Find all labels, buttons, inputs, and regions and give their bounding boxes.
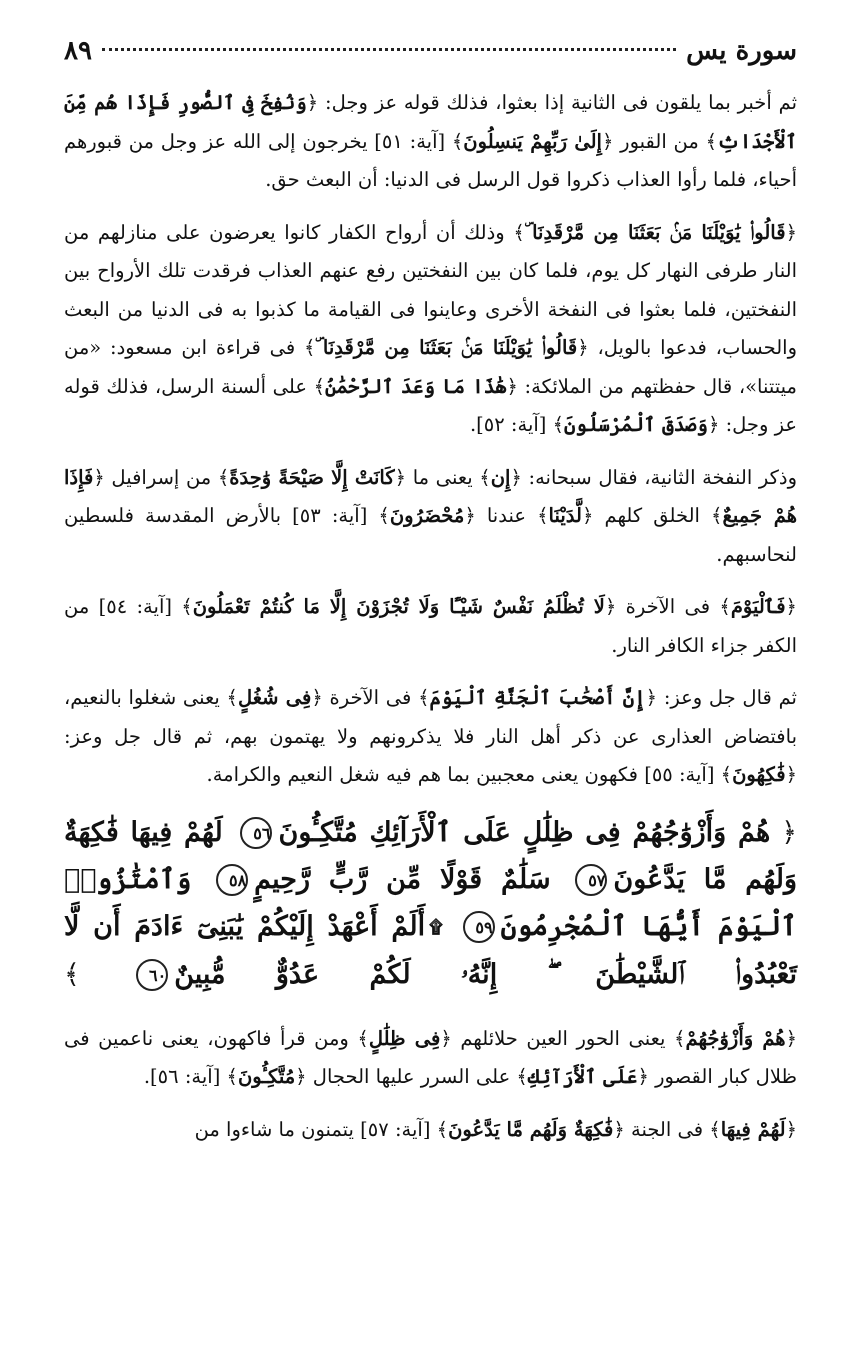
quran-verse: لَهُمْ فِيهَا فَٰكِهَةٌ وَلَهُم مَّا يَدَّعُونَ	[64, 816, 797, 895]
quran-verse: سَلَٰمٌ قَوْلًا مِّن رَّبٍّ رَّحِيمٍ	[254, 863, 551, 895]
quran-quote	[721, 763, 797, 786]
quran-quote-text: فَٰكِهَةٌ وَلَهُم مَّا يَدَّعُونَ	[448, 1117, 614, 1141]
commentary-text: [آية: ٥٢].	[469, 413, 553, 436]
quran-quote	[181, 595, 616, 618]
quran-verse: أَلَمْ أَعْهَدْ إِلَيْكُمْ يَٰبَنِىٓ ءَادَمَ أَن لَّا تَعْبُدُوا۟ ٱلشَّيْطَٰنَ ۖ إِنَّهُۥ لَكُمْ عَدُوٌّ مُّبِينٌ	[64, 910, 798, 990]
quran-quote	[314, 375, 518, 398]
quran-quote-text: فِى ظِلَٰلٍ	[368, 1026, 441, 1050]
commentary-text: يعنى الحور العين حلائلهم	[451, 1026, 675, 1050]
quran-quote-text: هَٰذَا مَا وَعَدَ ٱلرَّحْمَٰنُ	[325, 374, 507, 398]
ornate-bracket-open: ﴿	[785, 763, 797, 786]
commentary-text: من إسرافيل	[104, 465, 218, 489]
ornate-bracket-open: ﴿	[295, 1065, 307, 1088]
quran-quote-text: قَالُوا۟ يَٰوَيْلَنَا مَنۢ بَعَثَنَا مِن مَّرْقَدِنَا ۜ	[315, 336, 578, 359]
commentary-text: يعنى شغلوا بالنعيم، بافتضاض العذارى عن ذكر أهل النار فلا يذكرونهم ولا يهتمون بهم، ثم قال جل وعز:	[64, 686, 797, 748]
quran-quote-text: هُمْ وَأَزْوَٰجُهُمْ	[685, 1026, 786, 1050]
ornate-bracket-open: ﴿	[440, 1026, 452, 1050]
surah-title: سورة يس	[686, 36, 797, 66]
commentary-text: يعنى ما	[406, 465, 480, 489]
commentary-text: الخلق كلهم	[593, 504, 712, 527]
quran-quote	[304, 336, 589, 359]
commentary-text: [آية: ٥١] يخرجون إلى الله عز وجل من قبورهم أحياء، فلما رأوا العذاب ذكروا قول الرسل فى الدنيا: أن البعث حق.	[64, 129, 797, 191]
commentary-text: فى قراءة ابن مسعود: «من ميتتنا»، قال حفظتهم من الملائكة:	[64, 336, 797, 398]
quran-quote-text: فَٰكِهُونَ	[732, 763, 786, 786]
commentary-text: [آية: ٥٧] يتمنون ما شاءوا من	[194, 1117, 437, 1141]
ornate-bracket-open: ﴿	[707, 413, 720, 436]
ayah-number-marker: ٥٦	[240, 817, 272, 849]
ornate-bracket-close: ﴾	[418, 686, 430, 709]
ornate-bracket-close: ﴾	[709, 1117, 721, 1141]
ornate-bracket-close: ﴾	[516, 1065, 528, 1088]
quran-quote	[452, 130, 614, 153]
commentary-text: [آية: ٥٤] من الكفر جزاء الكافر النار.	[64, 595, 797, 657]
ornate-bracket-close: ﴾	[181, 595, 193, 618]
quran-quote-text: لَهُمْ فِيهَا	[720, 1117, 786, 1141]
ornate-bracket-close: ﴾	[436, 1117, 449, 1141]
ayah-number-marker: ٦٠	[136, 959, 168, 991]
ornate-bracket-open: ﴿	[785, 1117, 797, 1141]
quran-quote-text: إِنَّ أَصْحَٰبَ ٱلْجَنَّةِ ٱلْيَوْمَ	[429, 686, 646, 709]
quran-quote	[516, 1065, 649, 1088]
quran-quote	[537, 504, 593, 527]
commentary-text: على السرر عليها الحجال	[306, 1065, 517, 1088]
quran-quote	[719, 595, 797, 618]
commentary-text: [آية: ٥٥] فكهون يعنى معجبين بما هم فيه شغل النعيم والكرامة.	[206, 763, 721, 786]
ornate-bracket-close: ﴾	[719, 595, 731, 618]
commentary-paragraph	[64, 459, 797, 575]
ornate-bracket-open: ﴿	[577, 336, 589, 359]
ornate-bracket-open: ﴿	[394, 465, 407, 489]
ornate-bracket-close: ﴾	[711, 504, 723, 527]
commentary-paragraph	[64, 1111, 797, 1150]
ornate-bracket-open: ﴿	[785, 595, 797, 618]
quran-verses-block	[64, 809, 797, 998]
ornate-bracket-open: ﴿	[510, 465, 522, 489]
ornate-bracket-open: ﴿	[581, 504, 594, 527]
ornate-bracket-close: ﴾	[378, 504, 390, 527]
commentary-text: من القبور	[613, 129, 706, 153]
commentary-text: ثم قال جل وعز:	[657, 686, 797, 709]
ornate-bracket-close: ﴾	[674, 1026, 686, 1050]
quran-quote-text: كَانَتْ إِلَّا صَيْحَةً وَٰحِدَةً	[229, 465, 395, 489]
commentary-text: فى الآخرة	[322, 686, 419, 709]
dotted-leader	[102, 48, 676, 51]
commentary-text: عندنا	[475, 504, 538, 527]
quran-quote-text: لَّدَيْنَا	[548, 504, 582, 527]
quran-quote	[709, 1118, 797, 1141]
quran-quote-text: عَلَى ٱلْأَرَآئِكِ	[527, 1065, 638, 1088]
page-header	[64, 36, 797, 84]
quran-quote-text: إِلَىٰ رَبِّهِمْ يَنسِلُونَ	[463, 129, 602, 153]
quran-quote	[513, 221, 797, 244]
ornate-bracket-close: ﴾	[552, 413, 565, 436]
commentary-paragraph	[64, 588, 797, 665]
page-number: ٨٩	[64, 36, 92, 66]
quran-verse: هُمْ وَأَزْوَٰجُهُمْ فِى ظِلَٰلٍ عَلَى ٱلْأَرَآئِكِ مُتَّكِـُٔونَ	[278, 816, 771, 848]
quran-quote	[227, 686, 323, 709]
commentary-top	[64, 84, 797, 795]
ornate-bracket-close: ﴾	[217, 465, 230, 489]
ornate-bracket-open: ﴿	[464, 504, 476, 527]
ornate-bracket-open: ﴿	[613, 1117, 625, 1141]
ayah-number-marker: ٥٩	[463, 911, 495, 943]
quran-quote-text: مُحْضَرُونَ	[389, 504, 465, 527]
ornate-bracket-open: ﴿	[645, 686, 658, 709]
ornate-bracket-close: ﴾	[226, 686, 238, 709]
quran-quote-text: وَصَدَقَ ٱلْمُرْسَلُونَ	[564, 413, 708, 436]
commentary-text: فى الجنة	[624, 1117, 710, 1141]
commentary-text: ثم أخبر بما يلقون فى الثانية إذا بعثوا، فذلك قوله عز وجل:	[318, 91, 797, 114]
commentary-paragraph	[64, 84, 797, 200]
ornate-bracket-open: ﴿	[604, 595, 617, 618]
ornate-bracket-open: ﴿	[306, 91, 319, 114]
quran-quote-text: إِن	[490, 465, 511, 489]
quran-quote-text: وَنُفِخَ فِى ٱلصُّورِ فَإِذَا هُم مِّنَ ٱلْأَجْدَاثِ	[64, 91, 798, 153]
ornate-bracket-close: ﴾	[537, 504, 549, 527]
ornate-bracket-close: ﴾	[479, 465, 491, 489]
quran-quote	[227, 1065, 307, 1088]
ornate-bracket-open: ﴿	[93, 465, 105, 489]
commentary-bottom	[64, 1020, 797, 1150]
ornate-bracket-open: ﴿	[785, 220, 797, 244]
quran-quote	[418, 686, 657, 709]
quran-quote-text: فَإِذَا هُمْ جَمِيعٌ	[64, 465, 798, 527]
quran-verse: وَٱمْتَٰزُوا۟ ٱلْيَوْمَ أَيُّهَا ٱلْمُجْرِمُونَ	[64, 863, 797, 942]
ornate-bracket-open: ﴿	[311, 686, 323, 709]
commentary-text: ومن قرأ فاكهون، يعنى ناعمين فى ظلال كبار القصور	[64, 1026, 797, 1088]
quran-quote	[479, 466, 522, 489]
quran-quote-text: فَٱلْيَوْمَ	[730, 595, 786, 618]
ornate-bracket-close: ﴾	[303, 336, 316, 359]
ayah-number-marker: ٥٨	[216, 864, 248, 896]
quran-quote	[674, 1027, 797, 1050]
quran-quote-text: قَالُوا۟ يَٰوَيْلَنَا مَنۢ بَعَثَنَا مِن مَّرْقَدِنَا ۜ	[524, 220, 786, 244]
ornate-bracket-close: ﴾	[357, 1026, 369, 1050]
commentary-text: [آية: ٥٣] بالأرض المقدسة فلسطين لنحاسبهم.	[64, 504, 797, 566]
commentary-paragraph	[64, 1020, 797, 1097]
ornate-bracket-close: ﴾	[313, 374, 326, 398]
ornate-bracket-open: ﴿	[601, 129, 614, 153]
quran-quote	[553, 413, 720, 436]
quran-quote	[437, 1118, 625, 1141]
commentary-paragraph	[64, 214, 797, 445]
ornate-bracket-open: ﴿	[770, 816, 798, 848]
commentary-text: على ألسنة الرسل، فذلك قوله عز وجل:	[64, 374, 797, 436]
commentary-text: [آية: ٥٦].	[143, 1065, 227, 1088]
ornate-bracket-close: ﴾	[64, 958, 80, 990]
quran-quote	[378, 504, 475, 527]
sajda-icon: ۩	[429, 916, 443, 938]
ornate-bracket-open: ﴿	[637, 1065, 649, 1088]
quran-quote	[218, 466, 406, 489]
ornate-bracket-close: ﴾	[226, 1065, 238, 1088]
quran-quote-text: مُتَّكِـُٔونَ	[237, 1065, 296, 1088]
ornate-bracket-close: ﴾	[720, 763, 733, 786]
ayah-number-marker: ٥٧	[575, 864, 607, 896]
commentary-text: وذلك أن أرواح الكفار كانوا يعرضون على منازلهم من النار طرفى النهار كل يوم، فلما كان بين النفختين رفع عنهم العذاب فرقدت تلك الأرواح بين النفختين، فلما بعثوا فى النفخة الأخرى وعاينوا فى القيامة ما كذبوا به فى الدنيا من البعث والحساب، فدعوا بالويل،	[64, 220, 798, 359]
commentary-paragraph	[64, 679, 797, 795]
quran-quote	[357, 1027, 451, 1050]
commentary-text: فى الآخرة	[616, 595, 720, 618]
quran-quote-text: فِى شُغُلٍ	[237, 686, 312, 709]
ornate-bracket-close: ﴾	[705, 129, 718, 153]
ornate-bracket-open: ﴿	[785, 1026, 798, 1050]
commentary-text: وذكر النفخة الثانية، فقال سبحانه:	[521, 465, 797, 489]
ornate-bracket-close: ﴾	[451, 129, 464, 153]
quran-quote-text: لَا تُظْلَمُ نَفْسٌ شَيْـًٔا وَلَا تُجْزَوْنَ إِلَّا مَا كُنتُمْ تَعْمَلُونَ	[192, 595, 605, 618]
ornate-bracket-open: ﴿	[506, 374, 518, 398]
ornate-bracket-close: ﴾	[513, 220, 525, 244]
